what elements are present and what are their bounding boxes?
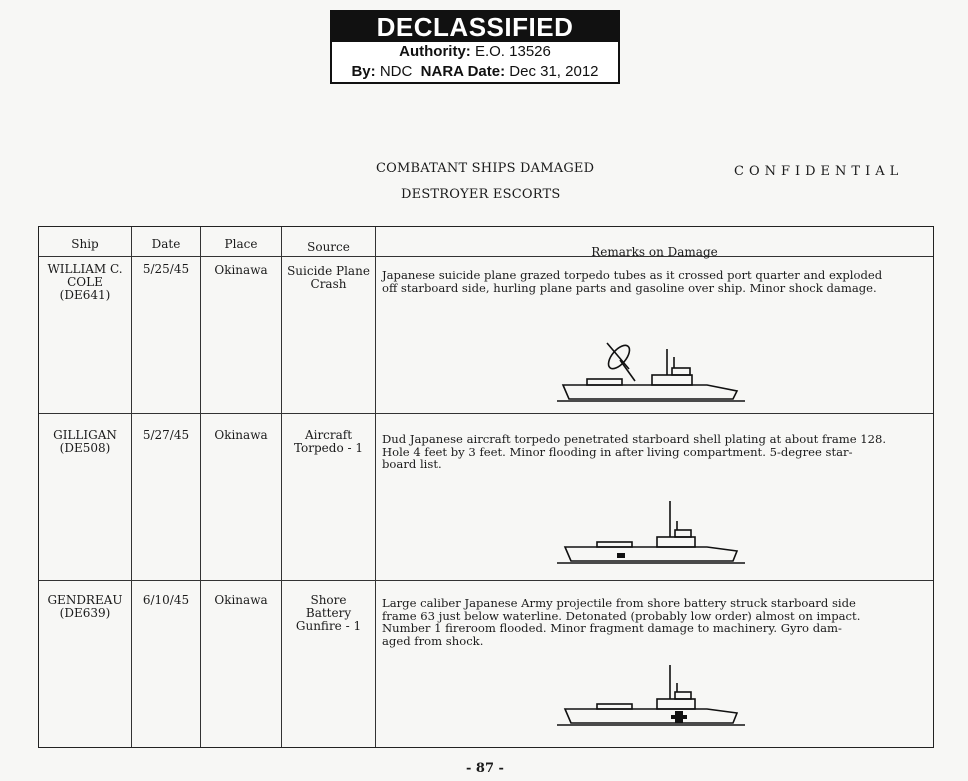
hull-outline — [563, 385, 737, 399]
bridge — [675, 692, 691, 699]
source-cell — [282, 594, 375, 633]
column-divider — [375, 227, 376, 747]
remarks-cell — [382, 269, 932, 294]
damage-table — [38, 226, 934, 748]
table-row-ship — [39, 429, 131, 455]
superstructure — [597, 542, 632, 547]
stamp-nara-value: Dec 31, 2012 — [509, 63, 599, 80]
superstructure — [597, 704, 632, 709]
column-header-source: Source — [307, 240, 350, 254]
classification-label: CONFIDENTIAL — [734, 164, 904, 179]
stamp-by-line — [332, 62, 618, 82]
remark-line: Number 1 fireroom flooded. Minor fragment damage to machinery. Gyro dam- — [382, 621, 842, 635]
stamp-authority-label: Authority: — [399, 43, 471, 60]
remark-line: Large caliber Japanese Army projectile from shore battery struck starboard side — [382, 596, 856, 610]
page-subtitle: DESTROYER ESCORTS — [401, 187, 561, 202]
stamp-authority — [332, 42, 618, 62]
table-row-ship — [39, 263, 131, 302]
date-cell: 6/10/45 — [142, 593, 190, 607]
superstructure — [652, 375, 692, 385]
ship-damage-diagram — [557, 663, 747, 733]
remark-line: Dud Japanese aircraft torpedo penetrated starboard shell plating at about frame 128. — [382, 432, 887, 446]
ship-name: WILLIAM C. — [47, 262, 123, 276]
remarks-cell — [382, 597, 932, 647]
stamp-nara-label: NARA Date: — [420, 63, 506, 80]
bridge — [675, 530, 691, 537]
stamp-by-label: By: — [351, 63, 376, 80]
page-title: COMBATANT SHIPS DAMAGED — [376, 161, 595, 176]
date-cell: 5/27/45 — [142, 428, 190, 442]
source-line: Aircraft — [304, 428, 353, 442]
superstructure — [657, 699, 695, 709]
hull-number: (DE639) — [59, 606, 111, 620]
column-divider — [131, 227, 132, 747]
declassified-stamp — [330, 10, 620, 84]
remark-line: frame 63 just below waterline. Detonated (probably low order) almost on impact. — [382, 608, 861, 623]
remark-line: Hole 4 feet by 3 feet. Minor flooding in after living compartment. 5-degree star- — [382, 444, 853, 459]
column-header-place: Place — [224, 237, 258, 251]
remarks-cell — [382, 433, 932, 471]
place-cell: Okinawa — [214, 593, 268, 607]
column-header-ship: Ship — [71, 237, 99, 251]
column-divider — [281, 227, 282, 747]
remark-line: board list. — [382, 457, 442, 471]
place-cell: Okinawa — [214, 428, 268, 442]
hull-number: (DE508) — [59, 441, 111, 455]
stamp-title: DECLASSIFIED — [332, 12, 618, 42]
ship-name-cont: COLE — [67, 275, 103, 289]
place-cell: Okinawa — [214, 263, 268, 277]
stamp-authority-value: E.O. 13526 — [474, 43, 551, 60]
bridge — [672, 368, 690, 375]
superstructure — [587, 379, 622, 385]
row-divider — [39, 580, 933, 581]
hull-outline — [565, 547, 737, 561]
column-divider — [200, 227, 201, 747]
page-number: - 87 - — [466, 761, 504, 776]
ship-name: GILLIGAN — [53, 428, 117, 442]
damage-marker — [671, 711, 687, 723]
source-cell — [282, 429, 375, 455]
remark-line: off starboard side, hurling plane parts and gasoline over ship. Minor shock damage. — [382, 280, 877, 295]
source-line: Battery — [305, 606, 352, 620]
source-cell — [282, 265, 375, 291]
table-row-ship — [39, 594, 131, 620]
column-header-remarks: Remarks on Damage — [591, 245, 718, 259]
date-cell: 5/25/45 — [142, 262, 190, 276]
remark-line: Japanese suicide plane grazed torpedo tubes as it crossed port quarter and exploded — [382, 268, 883, 282]
stamp-by-value: NDC — [379, 63, 413, 80]
hull-number: (DE641) — [59, 288, 111, 302]
ship-damage-diagram — [557, 335, 747, 405]
column-header-date: Date — [151, 237, 181, 251]
row-divider — [39, 413, 933, 414]
hull-outline — [565, 709, 737, 723]
source-line: Torpedo - 1 — [293, 441, 364, 455]
source-line: Gunfire - 1 — [295, 619, 362, 633]
source-line: Suicide Plane — [287, 264, 370, 278]
superstructure — [657, 537, 695, 547]
ship-name: GENDREAU — [47, 593, 123, 607]
source-line: Shore — [310, 593, 347, 607]
ship-damage-diagram — [557, 499, 747, 569]
damage-marker — [617, 553, 625, 558]
remark-line: aged from shock. — [382, 633, 484, 648]
source-line: Crash — [310, 277, 347, 291]
